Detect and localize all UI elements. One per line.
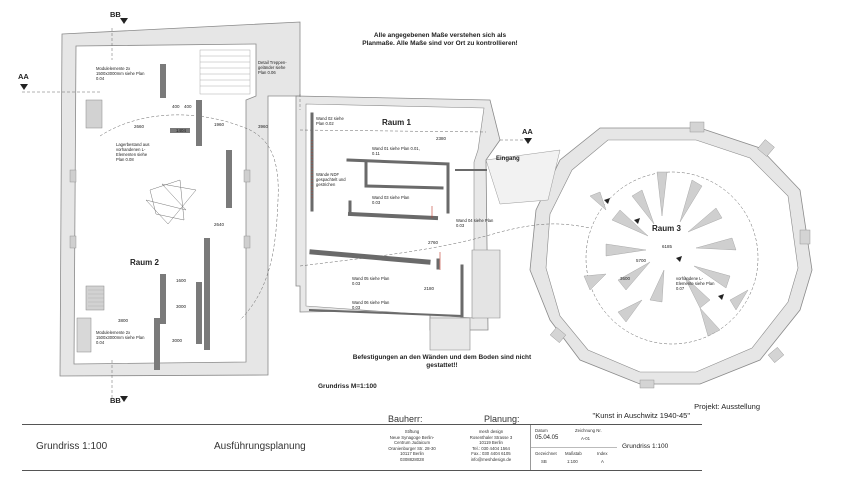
label-existing-elements: Lagerbestand aus vorhandenen L-Elementen siehe Plan 0.08 <box>116 142 150 162</box>
label-module-top: Modulelemente 2x 1500x3000mm siehe Plan 0.04 <box>96 66 145 81</box>
drawing-no-value: A-01 <box>581 436 591 441</box>
dim-1960: 1960 <box>214 122 225 127</box>
dim-3960: 3960 <box>258 124 269 129</box>
date-label: Datum <box>535 428 548 433</box>
dim-6185: 6185 <box>662 244 673 249</box>
dim-3800: 3800 <box>118 318 129 323</box>
dim-2640: 2640 <box>214 222 225 227</box>
label-wall-01: Wand 01 siehe Plan 0.01, 0.11 <box>372 146 420 156</box>
drawn-label: Gezeichnet <box>535 451 557 456</box>
project-heading: Projekt: Ausstellung <box>694 402 760 411</box>
client-heading: Bauherr: <box>388 414 423 424</box>
client-line: Stiftung <box>404 429 420 434</box>
dim-2180: 2180 <box>424 286 435 291</box>
dim-400a: 400 <box>172 104 180 109</box>
planning-lines <box>456 429 526 462</box>
date-value: 05.04.05 <box>535 435 559 441</box>
label-wall-03: Wand 03 siehe Plan 0.03 <box>372 195 410 205</box>
dim-2760: 2760 <box>428 240 439 245</box>
entrance-label: Eingang <box>496 156 520 162</box>
label-wall-02: Wand 02 siehe Plan 0.02 <box>316 116 344 126</box>
planning-line: Fax.: 030 4404 6105 <box>471 451 511 456</box>
section-mark-aa-right: AA <box>522 127 533 136</box>
label-wall-ndf: Wände NDF gespachtelt und gestrichen <box>316 172 346 187</box>
planning-heading: Planung: <box>484 414 520 424</box>
client-line: Neue Synagoge Berlin- <box>389 434 435 440</box>
section-mark-bb-bottom: BB <box>110 396 121 405</box>
dim-1600: 1600 <box>176 278 187 283</box>
client-lines <box>380 429 444 462</box>
dim-3000b: 3000 <box>172 338 183 343</box>
planning-line: info@meshdesign.de <box>470 456 512 462</box>
client-line: 10117 Berlin <box>400 451 424 456</box>
dim-400b: 400 <box>184 104 192 109</box>
dim-2380: 2380 <box>436 136 447 141</box>
client-line: Centrum Judaicum <box>393 440 431 445</box>
title-left: Grundriss 1:100 <box>36 441 108 452</box>
dim-1404: 1404 <box>176 128 187 133</box>
planning-line: Tel.: 030 4404 1564 <box>472 445 510 451</box>
dimensions-note: Alle angegebenen Maße verstehen sich als Planmaße. Alle Maße sind vor Ort zu kontrollieren! <box>362 32 518 47</box>
title-right: Grundriss 1:100 <box>622 443 669 450</box>
fixing-note: Befestigungen an den Wänden und dem Boden sind nicht gestattet!! <box>352 354 532 369</box>
dim-3000a: 3000 <box>176 304 187 309</box>
planning-line: 10119 Berlin <box>479 440 503 445</box>
label-module-bottom: Modulelemente 2x 1500x3000mm siehe Plan 0.04 <box>96 330 145 345</box>
label-wall-06: Wand 06 siehe Plan 0.03 <box>352 300 390 310</box>
label-raum3-existing: vorhandene L-Elemente siehe Plan 0.07 <box>676 276 715 291</box>
section-mark-bb-top: BB <box>110 10 121 19</box>
drawn-value: SB <box>541 459 547 464</box>
project-name: "Kunst in Auschwitz 1940-45" <box>592 411 690 420</box>
room-label-raum2: Raum 2 <box>130 258 159 267</box>
client-line: Oranienburger Str. 28-30 <box>388 445 436 451</box>
index-value: A <box>601 459 604 464</box>
dim-2660: 2660 <box>134 124 145 129</box>
title-block <box>22 424 702 471</box>
scale-caption: Grundriss M=1:100 <box>318 383 377 390</box>
client-line: 0308828028 <box>400 456 424 462</box>
section-mark-aa-left: AA <box>18 72 29 81</box>
room-label-raum3: Raum 3 <box>652 224 681 233</box>
building-right-walls <box>486 122 812 388</box>
scale-value: 1:100 <box>567 459 578 464</box>
label-wall-04: Wand 04 siehe Plan 0.03 <box>456 218 494 228</box>
label-stairs-detail: Detail Treppen-geländer siehe Plan 0.06 <box>258 60 287 75</box>
planning-line: mesh design <box>478 429 504 434</box>
label-wall-05: Wand 05 siehe Plan 0.03 <box>352 276 390 286</box>
title-block-grid <box>530 425 617 470</box>
planning-line: Rosenthaler Strasse 3 <box>469 434 513 440</box>
scale-label: Maßstab <box>565 451 582 456</box>
dim-3600: 3600 <box>620 276 631 281</box>
index-label: Index <box>597 451 608 456</box>
room-label-raum1: Raum 1 <box>382 118 411 127</box>
title-phase: Ausführungsplanung <box>214 441 306 452</box>
drawing-no-label: Zeichnung Nr. <box>575 428 602 433</box>
dim-5700: 5700 <box>636 258 647 263</box>
